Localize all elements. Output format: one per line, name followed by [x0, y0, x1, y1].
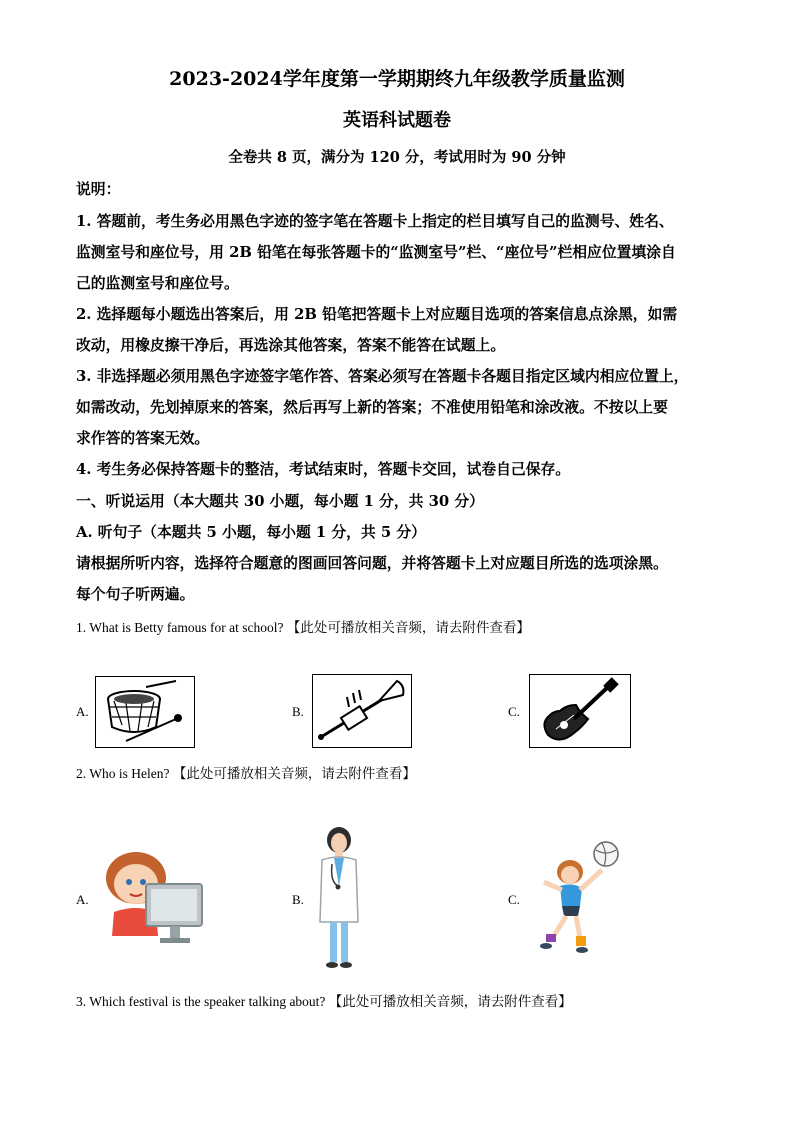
exam-subject: 英语科试题卷	[343, 110, 451, 131]
direction-text: 请根据所听内容，选择符合题意的图画回答问题，并将答题卡上对应题目所选的选项涂黑。	[76, 555, 668, 572]
question-1-text: 1. What is Betty famous for at school? 【此处可播放相关音频，请去附件查看】	[76, 620, 530, 635]
instruction-line: 改动，用橡皮擦干净后，再选涂其他答案，答案不能答在试题上。	[76, 337, 506, 354]
instruction-line: 己的监测室号和座位号。	[76, 275, 239, 292]
girl-computer-icon[interactable]	[96, 846, 208, 950]
instruction-line: 4. 考生务必保持答题卡的整洁，考试结束时，答题卡交回，试卷自己保存。	[76, 461, 571, 478]
instruction-line: 2. 选择题每小题选出答案后，用 2B 铅笔把答题卡上对应题目选项的答案信息点涂黑，如需	[76, 306, 678, 323]
drum-icon[interactable]	[95, 676, 195, 748]
q1-option-a-label[interactable]: A.	[76, 704, 89, 719]
section-heading: 一、听说运用（本大题共 30 小题，每小题 1 分，共 30 分）	[76, 493, 484, 510]
q2-option-a-label[interactable]: A.	[76, 892, 89, 907]
question-2-text: 2. Who is Helen? 【此处可播放相关音频，请去附件查看】	[76, 766, 416, 781]
q2-option-c-label[interactable]: C.	[508, 892, 520, 907]
instruction-line: 1. 答题前，考生务必用黑色字迹的签字笔在答题卡上指定的栏目填写自己的监测号、姓名、	[76, 213, 674, 230]
exam-title: 2023-2024学年度第一学期期终九年级教学质量监测	[169, 68, 625, 90]
direction-text: 每个句子听两遍。	[76, 586, 195, 603]
subsection-heading: A. 听句子（本题共 5 小题，每小题 1 分，共 5 分）	[76, 524, 426, 541]
exam-info: 全卷共 8 页，满分为 120 分，考试用时为 90 分钟	[228, 149, 566, 166]
guitar-icon[interactable]	[529, 674, 631, 748]
instruction-line: 求作答的答案无效。	[76, 430, 210, 447]
instruction-line: 3. 非选择题必须用黑色字迹签字笔作答、答案必须写在答题卡各题目指定区域内相应位置上，	[76, 368, 689, 385]
volleyball-player-icon[interactable]	[532, 840, 628, 958]
q2-option-b-label[interactable]: B.	[292, 892, 304, 907]
question-3-text: 3. Which festival is the speaker talking about? 【此处可播放相关音频，请去附件查看】	[76, 994, 572, 1009]
q1-option-c-label[interactable]: C.	[508, 704, 520, 719]
trumpet-icon[interactable]	[312, 674, 412, 748]
q1-option-b-label[interactable]: B.	[292, 704, 304, 719]
instructions-heading: 说明：	[76, 181, 121, 198]
instruction-line: 监测室号和座位号，用 2B 铅笔在每张答题卡的“监测室号”栏、“座位号”栏相应位置填涂自	[76, 244, 676, 261]
instruction-line: 如需改动，先划掉原来的答案，然后再写上新的答案；不准使用铅笔和涂改液。不按以上要	[76, 399, 668, 416]
doctor-icon[interactable]	[314, 826, 364, 970]
